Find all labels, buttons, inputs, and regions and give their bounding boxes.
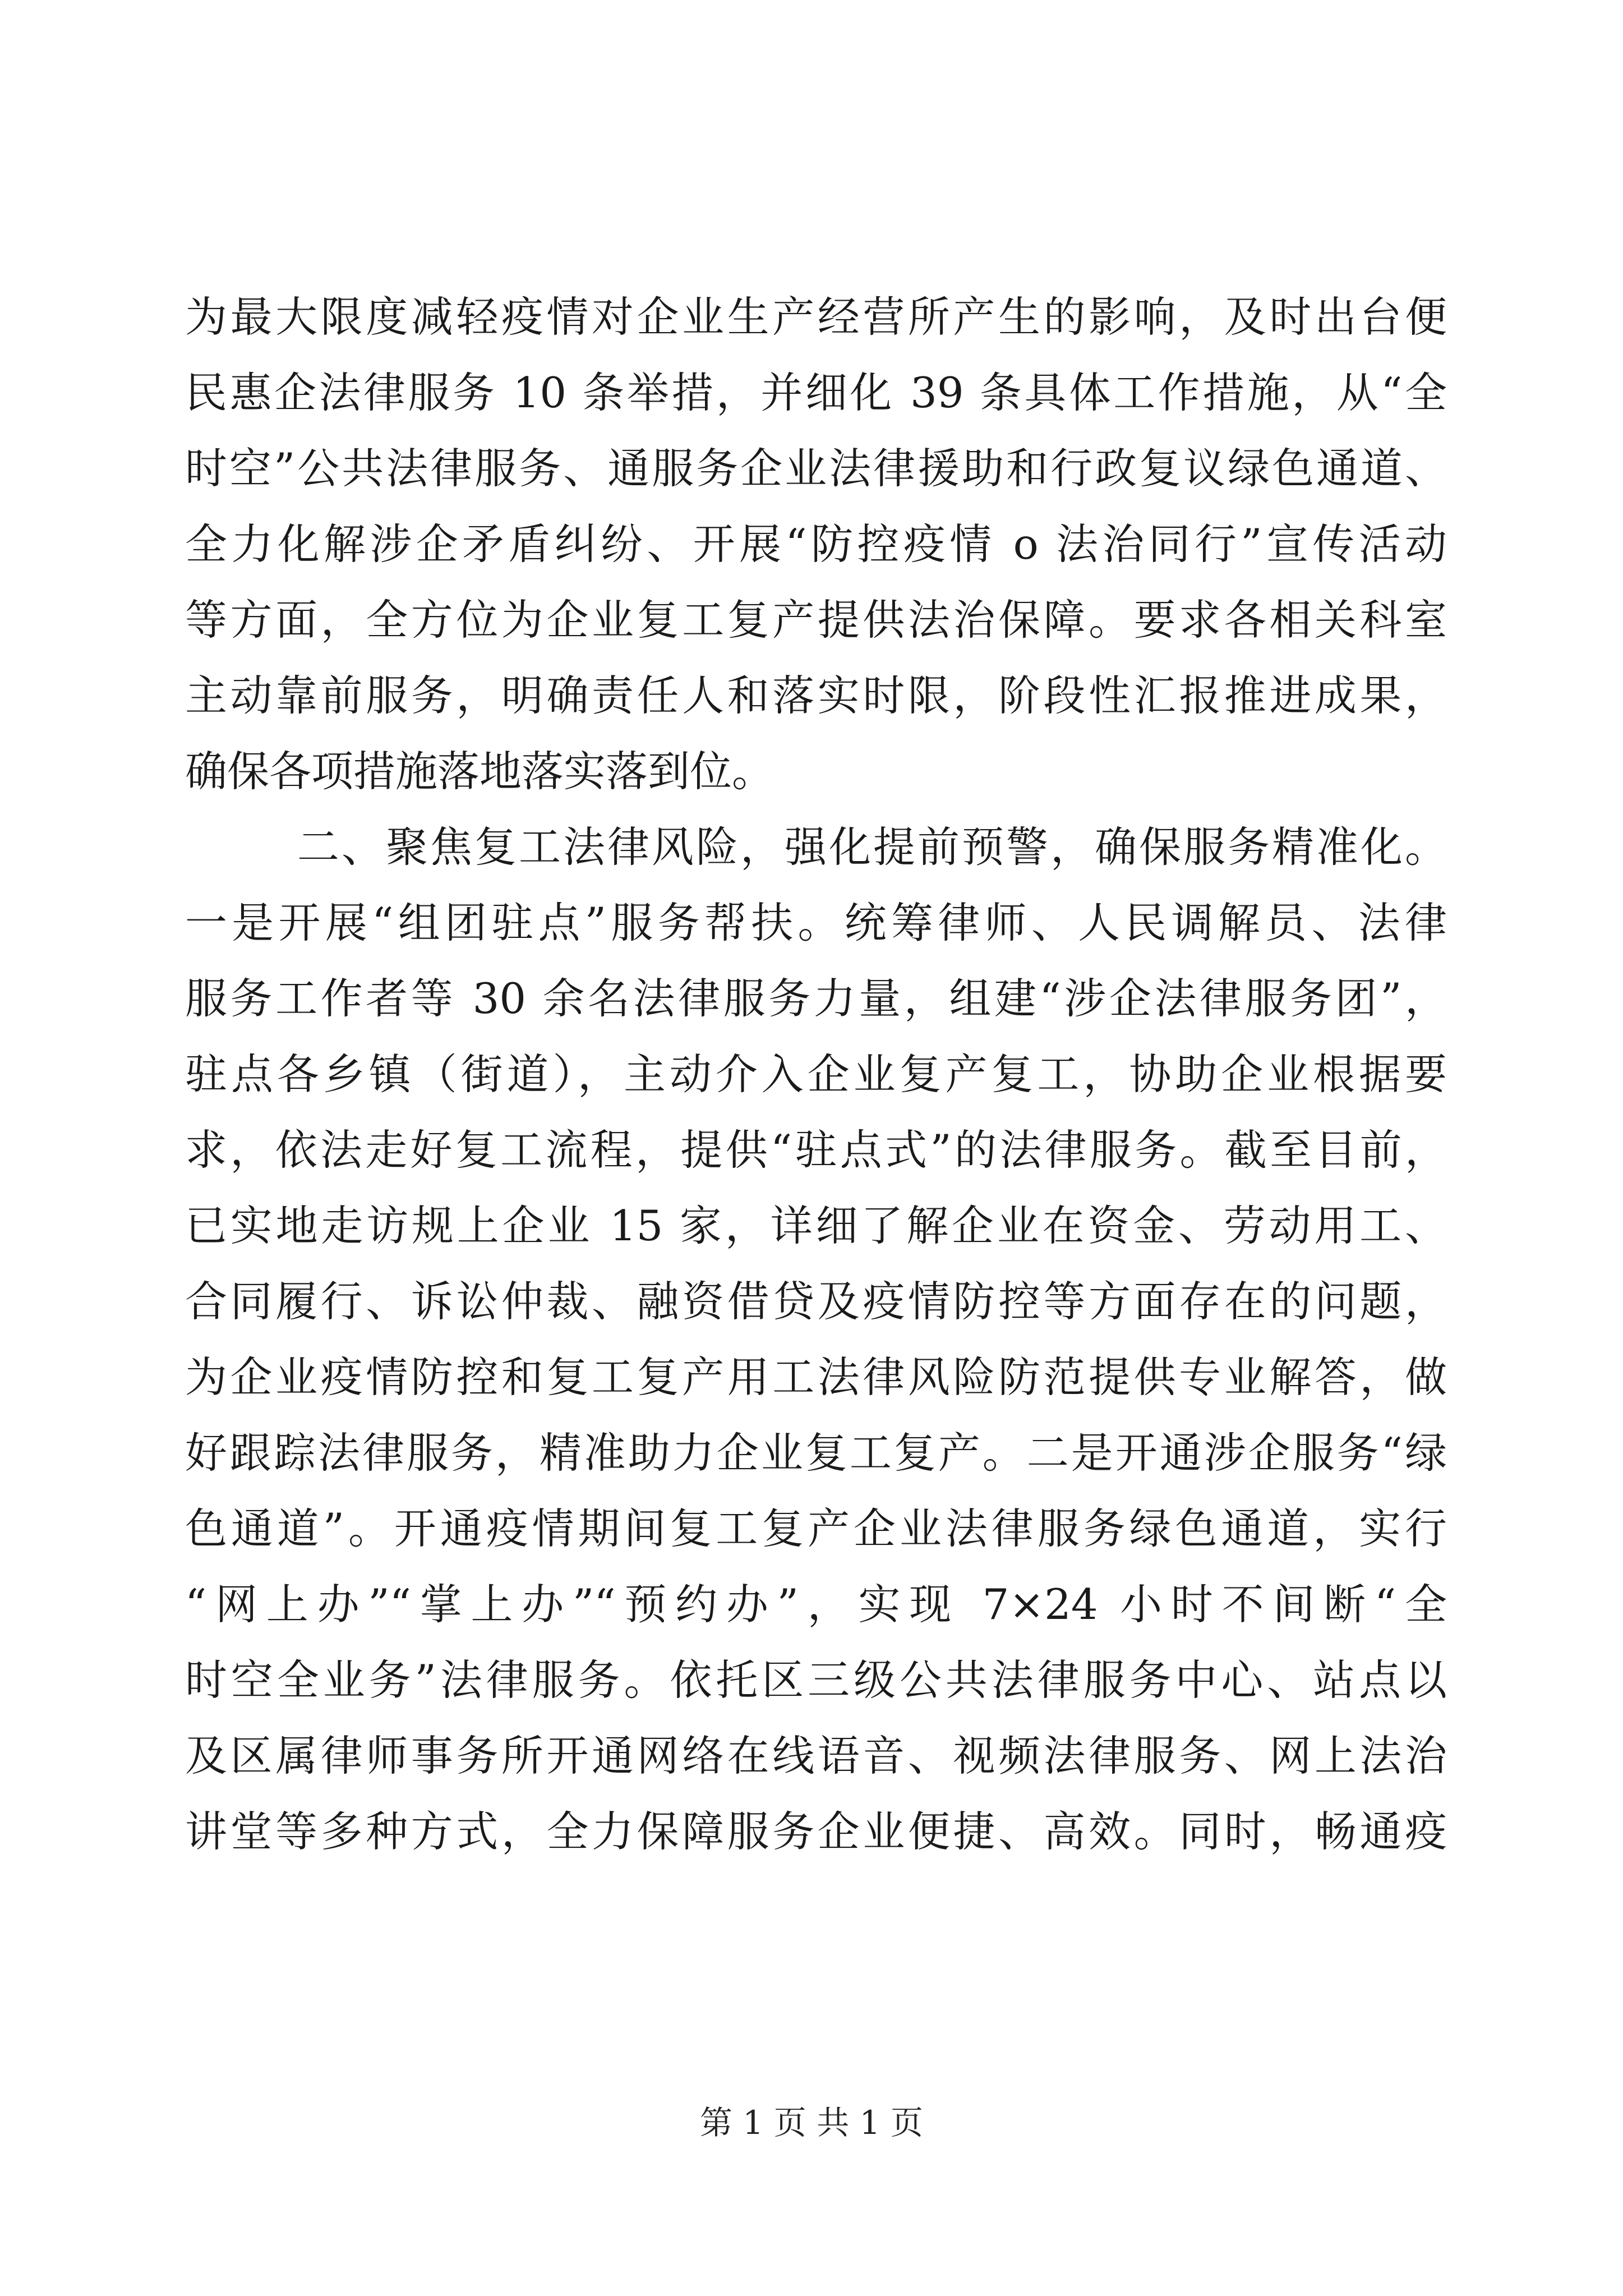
section-heading: 二、聚焦复工法律风险，强化提前预警，确保服务精准化。 [297, 822, 1447, 872]
text-line: 一是开展“组团驻点”服务帮扶。统筹律师、人民调解员、法律 [185, 898, 1447, 947]
text-line: 合同履行、诉讼仲裁、融资借贷及疫情防控等方面存在的问题， [185, 1277, 1447, 1326]
text-line: 求，依法走好复工流程，提供“驻点式”的法律服务。截至目前， [185, 1125, 1447, 1175]
text-line: 已实地走访规上企业 15 家，详细了解企业在资金、劳动用工、 [185, 1201, 1447, 1250]
text-line: 时空”公共法律服务、通服务企业法律援助和行政复议绿色通道、 [185, 444, 1447, 493]
text-line: 好跟踪法律服务，精准助力企业复工复产。二是开通涉企服务“绿 [185, 1428, 1447, 1478]
text-line: “网上办”“掌上办”“预约办”，实现 7×24 小时不间断“全 [185, 1580, 1447, 1629]
text-line: 服务工作者等 30 余名法律服务力量，组建“涉企法律服务团”， [185, 974, 1447, 1023]
text-line: 色通道”。开通疫情期间复工复产企业法律服务绿色通道，实行 [185, 1504, 1447, 1553]
text-line: 主动靠前服务，明确责任人和落实时限，阶段性汇报推进成果， [185, 671, 1447, 720]
text-line: 为企业疫情防控和复工复产用工法律风险防范提供专业解答，做 [185, 1352, 1447, 1402]
text-line: 民惠企法律服务 10 条举措，并细化 39 条具体工作措施，从“全 [185, 368, 1447, 417]
text-line: 驻点各乡镇（街道），主动介入企业复产复工，协助企业根据要 [185, 1050, 1447, 1099]
page-footer: 第 1 页 共 1 页 [700, 2104, 923, 2142]
text-line: 时空全业务”法律服务。依托区三级公共法律服务中心、站点以 [185, 1655, 1447, 1705]
text-line: 全力化解涉企矛盾纠纷、开展“防控疫情 o 法治同行”宣传活动 [185, 519, 1447, 569]
text-line: 及区属律师事务所开通网络在线语音、视频法律服务、网上法治 [185, 1731, 1447, 1780]
text-line: 为最大限度减轻疫情对企业生产经营所产生的影响，及时出台便 [185, 292, 1447, 342]
text-line: 讲堂等多种方式，全力保障服务企业便捷、高效。同时，畅通疫 [185, 1807, 1447, 1856]
text-line: 等方面，全方位为企业复工复产提供法治保障。要求各相关科室 [185, 595, 1447, 645]
text-line: 确保各项措施落地落实落到位。 [185, 747, 774, 796]
